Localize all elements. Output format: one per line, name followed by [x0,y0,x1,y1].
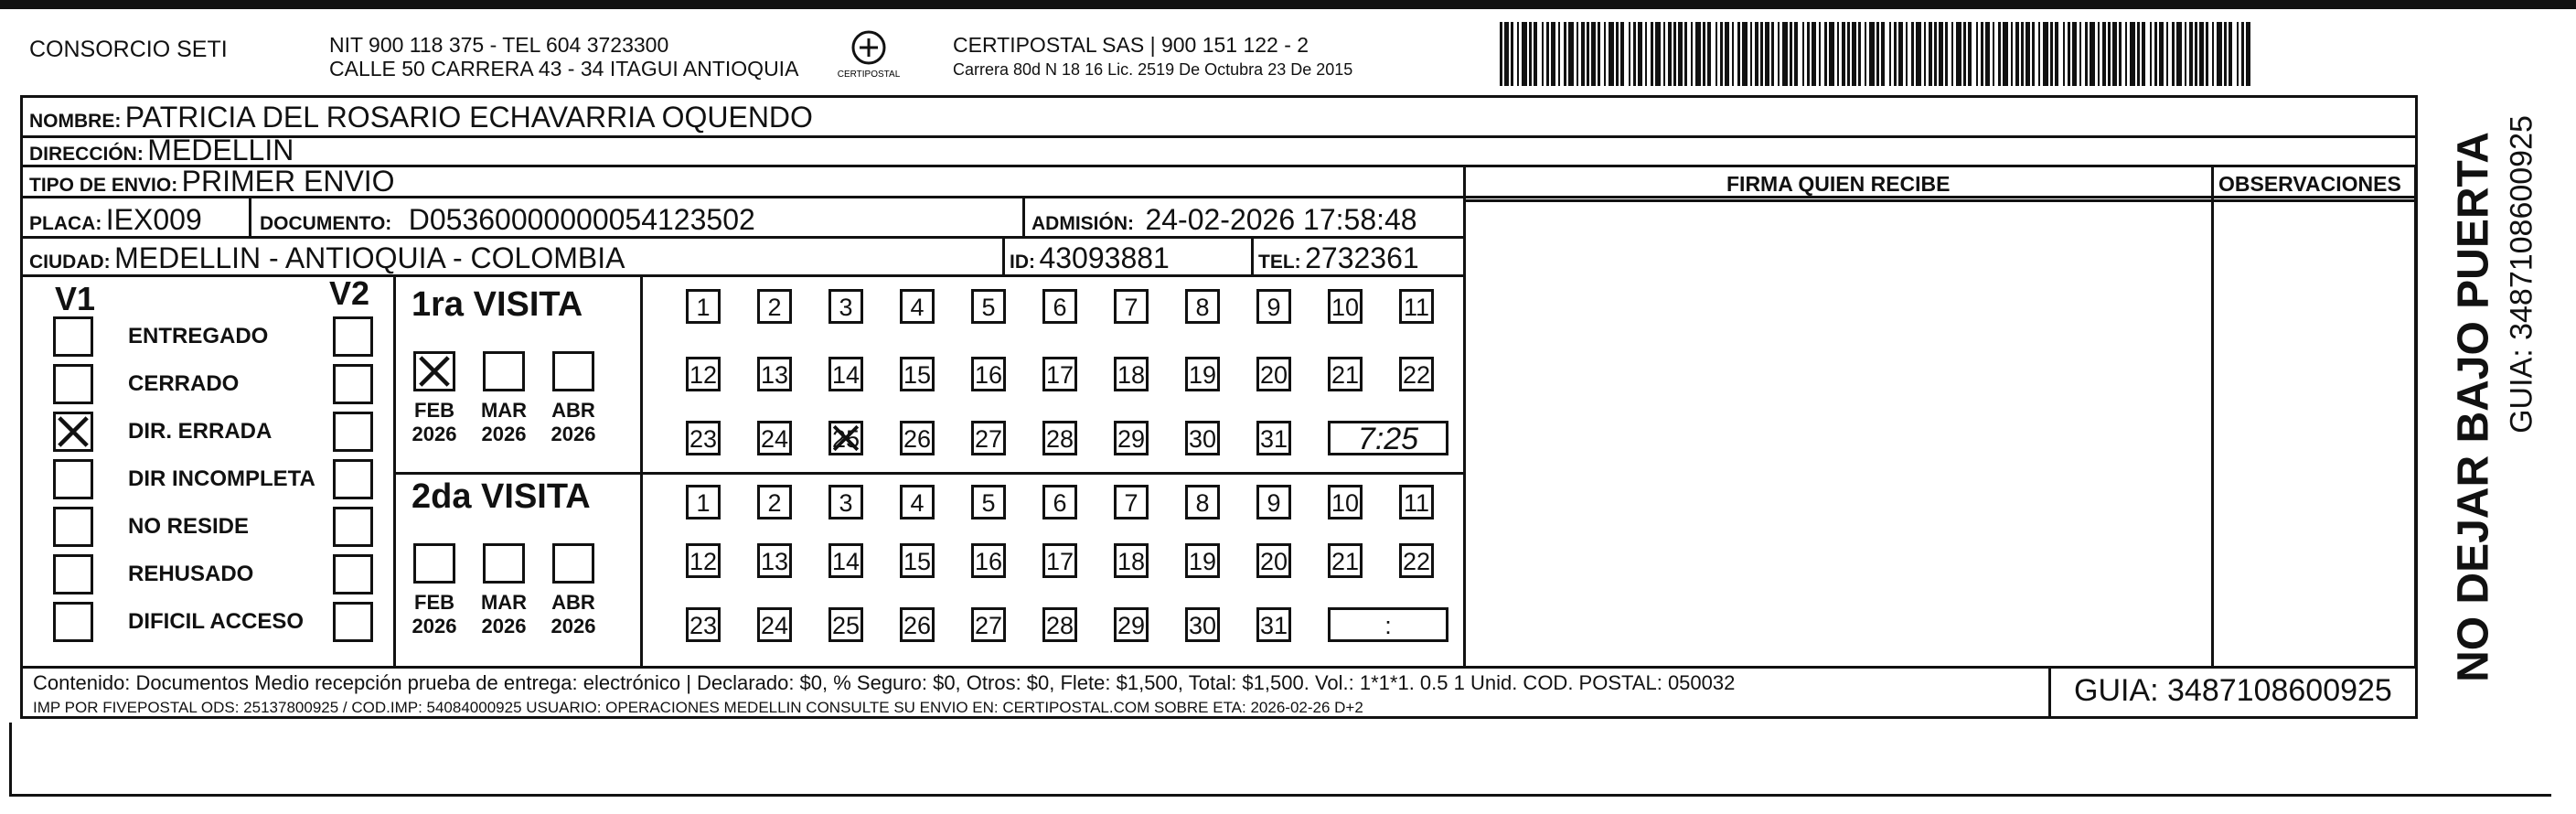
barcode-bar [1945,22,1948,86]
barcode-bar [1691,22,1693,86]
barcode-bar [2237,22,2239,86]
first-visit-day[interactable]: 31 [1256,421,1291,455]
first-visit-day[interactable]: 17 [1042,357,1077,391]
barcode-bar [2130,22,2135,86]
second-visit-day[interactable]: 15 [900,543,935,578]
second-visit-day[interactable]: 19 [1185,543,1220,578]
second-visit-day[interactable]: 28 [1042,607,1077,642]
second-visit-day[interactable]: 16 [971,543,1006,578]
barcode-bar [2015,22,2019,86]
barcode-bar [1663,22,1665,86]
barcode-bar [2217,22,2222,86]
barcode-bar [1956,22,1961,86]
barcode-bar [1760,22,1763,86]
status-label: ENTREGADO [128,324,269,348]
first-visit-day[interactable]: 14 [828,357,863,391]
barcode-bar [1534,22,1537,86]
v1-checkbox[interactable] [53,554,93,594]
nombre-label: NOMBRE: [29,111,122,132]
v2-checkbox[interactable] [333,316,373,357]
status-label: DIR INCOMPLETA [128,466,315,491]
second-visit-day[interactable]: 7 [1114,485,1149,519]
barcode-bar [2224,22,2227,86]
barcode-bar [1500,22,1502,86]
first-visit-day[interactable]: 11 [1399,289,1434,324]
barcode-bar [1829,22,1834,86]
barcode-bar [1629,22,1630,86]
status-label: DIFICIL ACCESO [128,609,305,634]
barcode-bar [1847,22,1850,86]
barcode-bar [1869,22,1875,86]
barcode-bar [1807,22,1810,86]
barcode-bar [1742,22,1748,86]
first-visit-day[interactable]: 26 [900,421,935,455]
barcode-bar [1802,22,1804,86]
v1-checkbox[interactable] [53,459,93,499]
barcode-bar [2102,22,2106,86]
barcode-bar [1587,22,1589,86]
recipient-id: 43093881 [1039,241,1170,274]
ciudad-label: CIUDAD: [29,252,111,273]
first-visit-day[interactable]: 29 [1114,421,1149,455]
barcode-bar [1998,22,2001,86]
barcode-bar [2154,22,2157,86]
barcode-bar [1819,22,1821,86]
first-visit-day[interactable]: 19 [1185,357,1220,391]
second-visit-day[interactable]: 29 [1114,607,1149,642]
second-visit-day[interactable]: 17 [1042,543,1077,578]
barcode-bar [2063,22,2065,86]
second-visit-day[interactable]: 14 [828,543,863,578]
first-visit-day[interactable]: 28 [1042,421,1077,455]
second-visit-day[interactable]: 20 [1256,543,1291,578]
barcode-bar [1889,22,1891,86]
barcode-bar [1750,22,1752,86]
barcode-bar [2212,22,2214,86]
first-visit-day[interactable]: 9 [1256,289,1291,324]
second-visit-day[interactable]: 3 [828,485,863,519]
tipo-envio-label: TIPO DE ENVIO: [29,175,178,196]
barcode-bar [2050,22,2053,86]
first-visit-day[interactable]: 1 [686,289,721,324]
v1-checkbox[interactable] [53,602,93,642]
barcode-bar [1924,22,1926,86]
barcode-bar [1916,22,1921,86]
barcode-bar [1755,22,1758,86]
v1-checkbox[interactable] [53,316,93,357]
barcode-bar [2055,22,2058,86]
second-visit-day[interactable]: 5 [971,485,1006,519]
barcode-bar [1638,22,1642,86]
second-visit-month-checkbox[interactable] [552,543,594,584]
first-visit-month-checkbox[interactable] [413,351,455,391]
barcode-bar [1771,22,1774,86]
tel-label: TEL: [1258,252,1301,273]
first-visit-month-label: MAR 2026 [480,399,528,445]
second-visit-day[interactable]: 13 [757,543,792,578]
direccion-label: DIRECCIÓN: [29,144,144,165]
second-visit-month-label: ABR 2026 [550,591,596,637]
barcode-bar [1968,22,1972,86]
barcode-bar [2108,22,2111,86]
second-visit-month-label: FEB 2026 [412,591,457,637]
barcode-bar [1898,22,1903,86]
barcode-bar [2090,22,2095,86]
side-guia: GUIA: 3487108600925 [2504,115,2539,434]
v2-checkbox[interactable] [333,507,373,547]
first-visit-day[interactable]: 4 [900,289,935,324]
barcode-bar [1906,22,1908,86]
barcode-bar [2159,22,2164,86]
barcode-bar [2112,22,2117,86]
first-visit-month-label: ABR 2026 [550,399,596,445]
barcode-bar [1939,22,1943,86]
second-visit-day[interactable]: 23 [686,607,721,642]
imp-line: IMP POR FIVEPOSTAL ODS: 25137800925 / COD.IMP: 54084000925 USUARIO: OPERACIONES MEDELLIN CONSULTE SU ENVIO EN: CERTIPOSTAL.COM SOBRE ETA: 2026-02-26 D+2 [33,699,1363,716]
barcode-bar [1985,22,1990,86]
barcode-bar [1542,22,1544,86]
first-visit-day[interactable]: 16 [971,357,1006,391]
barcode-bar [2072,22,2077,86]
v1-checkbox[interactable] [53,364,93,404]
footer-guia: GUIA: 3487108600925 [2074,673,2392,708]
recipient-tel: 2732361 [1305,241,1419,274]
barcode-bar [1929,22,1932,86]
barcode-bar [1609,22,1614,86]
barcode-bar [2150,22,2152,86]
placa: IEX009 [105,203,202,236]
first-visit-month-checkbox[interactable] [552,351,594,391]
barcode-bar [2176,22,2182,86]
barcode-bar [1976,22,1978,86]
first-visit-day[interactable]: 6 [1042,289,1077,324]
second-visit-title: 2da VISITA [412,477,591,516]
second-visit-month-label: MAR 2026 [480,591,528,637]
barcode-bar [1858,22,1861,86]
barcode-bar [2206,22,2208,86]
first-visit-day[interactable]: 20 [1256,357,1291,391]
second-visit-day[interactable]: 27 [971,607,1006,642]
barcode-bar [1842,22,1845,86]
barcode-bar [1684,22,1687,86]
barcode-bar [2068,22,2070,86]
barcode-bar [1678,22,1683,86]
first-visit-day[interactable]: 2 [757,289,792,324]
v2-checkbox[interactable] [333,364,373,404]
barcode-bar [1703,22,1705,86]
v1-label: V1 [55,280,96,317]
barcode-bar [1504,22,1509,86]
second-visit-day[interactable]: 2 [757,485,792,519]
recipient-name: PATRICIA DEL ROSARIO ECHAVARRIA OQUENDO [124,101,813,134]
second-visit-time-box[interactable]: : [1328,607,1448,642]
barcode-bar [2125,22,2127,86]
barcode-bar [1581,22,1585,86]
first-visit-day[interactable]: 8 [1185,289,1220,324]
barcode-bar [1782,22,1788,86]
barcode-bar [2185,22,2186,86]
first-visit-day[interactable]: 24 [757,421,792,455]
first-visit-day[interactable]: 21 [1328,357,1363,391]
barcode-bar [1720,22,1723,86]
second-visit-day[interactable]: 12 [686,543,721,578]
address-line: CALLE 50 CARRERA 43 - 34 ITAGUI ANTIOQUIA [329,57,799,80]
barcode-bar [1852,22,1856,86]
first-visit-day[interactable]: 3 [828,289,863,324]
v1-checkbox[interactable] [53,412,93,452]
second-visit-day[interactable]: 31 [1256,607,1291,642]
id-label: ID: [1010,252,1035,273]
barcode-bar [1620,22,1624,86]
barcode-bar [1604,22,1606,86]
barcode-bar [1616,22,1619,86]
second-visit-day[interactable]: 22 [1399,543,1434,578]
barcode-bar [1546,22,1549,86]
barcode-bar [2241,22,2244,86]
second-visit-day[interactable]: 26 [900,607,935,642]
documento-label: DOCUMENTO: [260,213,392,234]
first-visit-day[interactable]: 22 [1399,357,1434,391]
second-visit-day[interactable]: 6 [1042,485,1077,519]
barcode-bar [1732,22,1734,86]
barcode [1500,22,2251,86]
status-label: REHUSADO [128,562,254,586]
recipient-address: MEDELLIN [147,134,294,166]
v2-checkbox[interactable] [333,554,373,594]
first-visit-day[interactable]: 23 [686,421,721,455]
first-visit-day[interactable]: 15 [900,357,935,391]
second-visit-day[interactable]: 1 [686,485,721,519]
carrier-line: CERTIPOSTAL SAS | 900 151 122 - 2 [953,33,1309,57]
first-visit-time-box[interactable]: 7:25 [1328,421,1448,455]
second-visit-day[interactable]: 21 [1328,543,1363,578]
v2-checkbox[interactable] [333,602,373,642]
barcode-bar [1963,22,1966,86]
barcode-bar [1865,22,1866,86]
barcode-bar [1794,22,1798,86]
first-visit-day[interactable]: 7 [1114,289,1149,324]
barcode-bar [2011,22,2013,86]
second-visit-month-checkbox[interactable] [483,543,525,584]
barcode-bar [2189,22,2193,86]
barcode-bar [2021,22,2024,86]
barcode-bar [1725,22,1729,86]
barcode-bar [1695,22,1701,86]
second-visit-day[interactable]: 10 [1328,485,1363,519]
barcode-bar [2195,22,2197,86]
barcode-bar [1951,22,1953,86]
barcode-bar [2172,22,2175,86]
v1-checkbox[interactable] [53,507,93,547]
second-visit-day[interactable]: 4 [900,485,935,519]
barcode-bar [1778,22,1780,86]
first-visit-day[interactable]: 10 [1328,289,1363,324]
barcode-bar [1765,22,1769,86]
barcode-bar [2166,22,2168,86]
barcode-bar [1511,22,1513,86]
barcode-bar [1790,22,1792,86]
barcode-bar [2137,22,2140,86]
barcode-bar [1598,22,1600,86]
barcode-bar [1707,22,1711,86]
first-visit-month-checkbox[interactable] [483,351,525,391]
second-visit-day[interactable]: 18 [1114,543,1149,578]
second-visit-day[interactable]: 30 [1185,607,1220,642]
barcode-bar [1558,22,1560,86]
second-visit-day[interactable]: 24 [757,607,792,642]
barcode-bar [1824,22,1827,86]
observations-area[interactable] [2215,203,2412,665]
status-label: DIR. ERRADA [128,419,273,444]
first-visit-day[interactable]: 27 [971,421,1006,455]
barcode-bar [1876,22,1879,86]
barcode-bar [1645,22,1647,86]
first-visit-day[interactable]: 12 [686,357,721,391]
status-label: CERRADO [128,371,240,396]
barcode-bar [1673,22,1676,86]
barcode-bar [2079,22,2081,86]
barcode-bar [1529,22,1532,86]
barcode-bar [2229,22,2232,86]
barcode-bar [1881,22,1885,86]
certipostal-logo [832,27,905,82]
barcode-bar [1591,22,1596,86]
signature-area[interactable] [1467,203,2209,665]
barcode-bar [2026,22,2030,86]
firma-header: FIRMA QUIEN RECIBE [1726,172,1951,196]
company-name: CONSORCIO SETI [29,37,228,62]
barcode-bar [1934,22,1937,86]
barcode-bar [1577,22,1578,86]
first-visit-day[interactable]: 5 [971,289,1006,324]
barcode-bar [1837,22,1839,86]
barcode-bar [1655,22,1661,86]
first-visit-title: 1ra VISITA [412,285,583,324]
first-visit-day[interactable]: 13 [757,357,792,391]
barcode-bar [2038,22,2040,86]
second-visit-month-checkbox[interactable] [413,543,455,584]
second-visit-day[interactable]: 11 [1399,485,1434,519]
first-visit-month-label: FEB 2026 [412,399,457,445]
barcode-bar [1564,22,1566,86]
barcode-bar [1651,22,1653,86]
v2-label: V2 [329,274,370,312]
contenido-line: Contenido: Documentos Medio recepción prueba de entrega: electrónico | Declarado: $0, % Seguro: $0, Otros: $0, Flete: $1,500, Total: $1,500. Vol.: 1*1*1. 0.5 1 Unid. COD. POSTAL: 050032 [33,671,1736,694]
barcode-bar [2003,22,2008,86]
barcode-bar [1911,22,1914,86]
barcode-bar [2246,22,2250,86]
second-visit-day[interactable]: 9 [1256,485,1291,519]
barcode-bar [1517,22,1519,86]
second-visit-day[interactable]: 8 [1185,485,1220,519]
no-dejar-warning: NO DEJAR BAJO PUERTA [2449,132,2498,682]
barcode-bar [1981,22,1983,86]
barcode-bar [1668,22,1672,86]
barcode-bar [1551,22,1555,86]
v2-checkbox[interactable] [333,412,373,452]
barcode-bar [2085,22,2088,86]
barcode-bar [1894,22,1897,86]
second-visit-day[interactable]: 25 [828,607,863,642]
status-label: NO RESIDE [128,514,250,539]
admision-label: ADMISIÓN: [1031,213,1134,234]
barcode-bar [1812,22,1816,86]
first-visit-day[interactable]: 30 [1185,421,1220,455]
ciudad: MEDELLIN - ANTIOQUIA - COLOMBIA [114,241,625,274]
tipo-envio: PRIMER ENVIO [181,165,395,198]
v2-checkbox[interactable] [333,459,373,499]
barcode-bar [1633,22,1636,86]
observaciones-header: OBSERVACIONES [2218,172,2401,196]
barcode-bar [2199,22,2204,86]
barcode-bar [1993,22,1994,86]
barcode-bar [1737,22,1740,86]
top-edge [0,0,2576,9]
placa-label: PLACA: [29,213,102,234]
svg-text:CERTIPOSTAL: CERTIPOSTAL [837,70,901,80]
barcode-bar [2043,22,2048,86]
barcode-bar [2098,22,2100,86]
barcode-bar [1716,22,1717,86]
admision: 24-02-2026 17:58:48 [1145,203,1417,236]
barcode-bar [1522,22,1527,86]
barcode-bar [1568,22,1574,86]
license-line: Carrera 80d N 18 16 Lic. 2519 De Octubra 23 De 2015 [953,60,1353,79]
first-visit-day[interactable]: 25 [828,421,863,455]
barcode-bar [2032,22,2035,86]
barcode-bar [2142,22,2145,86]
first-visit-day[interactable]: 18 [1114,357,1149,391]
documento: D05360000000054123502 [408,203,755,236]
barcode-bar [2119,22,2122,86]
nit-line: NIT 900 118 375 - TEL 604 3723300 [329,33,669,57]
